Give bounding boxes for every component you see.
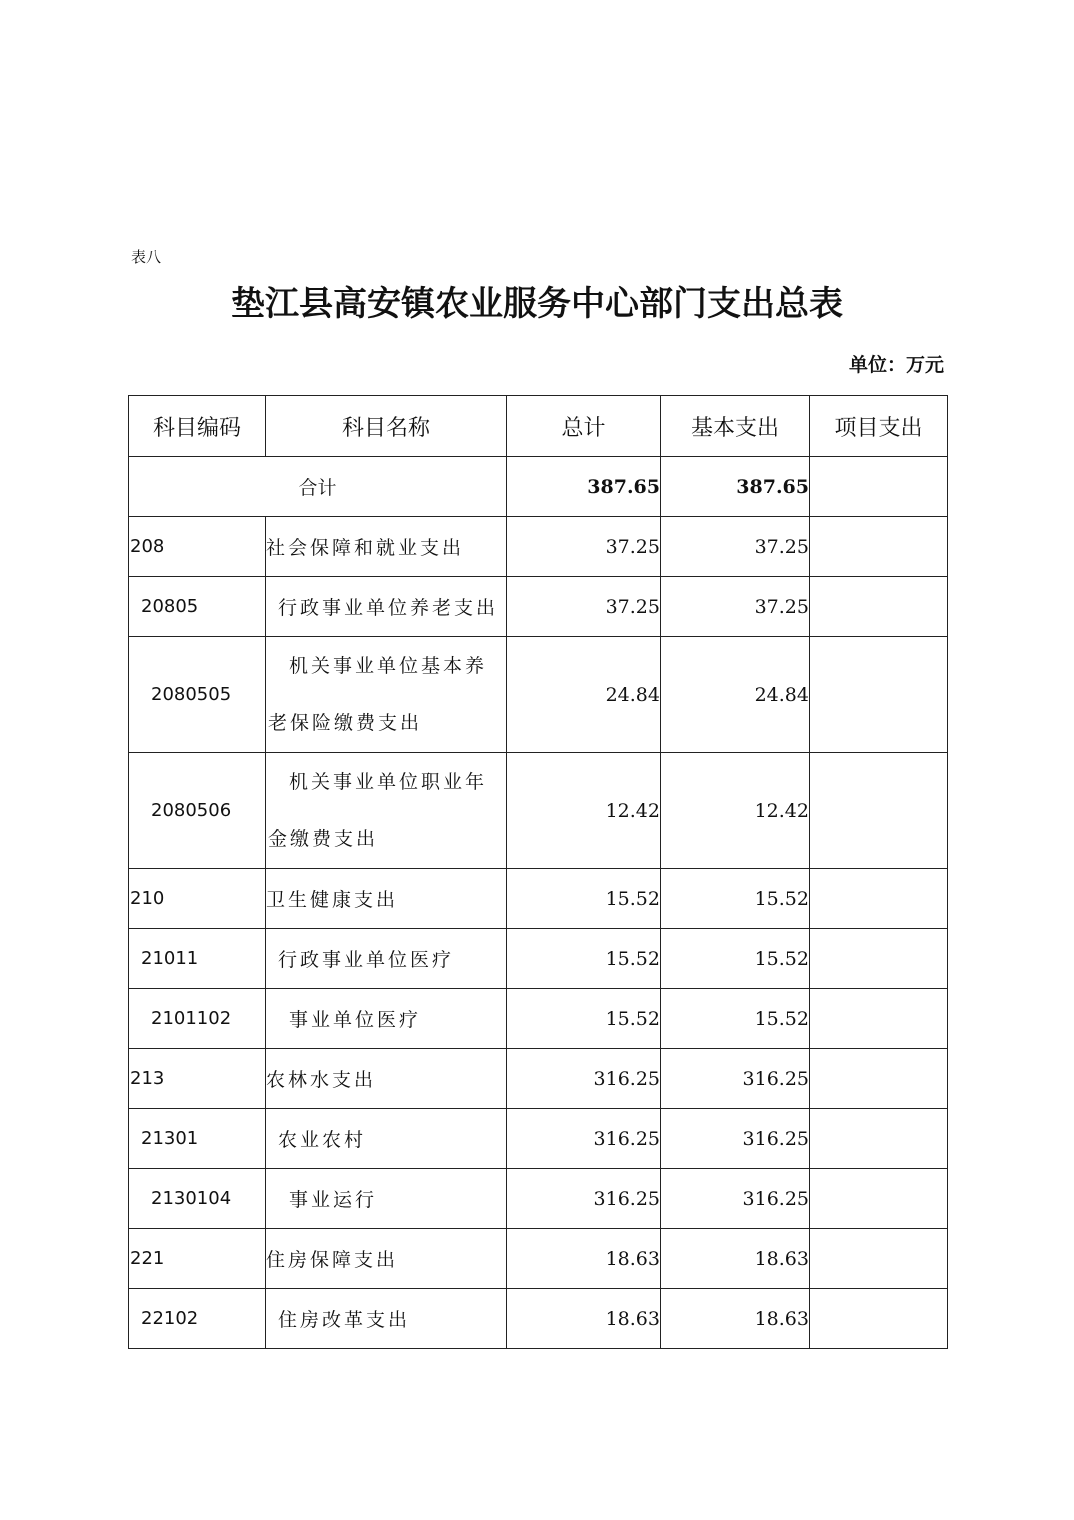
row-project (810, 1109, 948, 1169)
row-total: 37.25 (507, 577, 661, 637)
row-basic: 15.52 (661, 869, 810, 929)
row-basic: 316.25 (661, 1049, 810, 1109)
total-project-amount (810, 457, 948, 517)
row-total: 15.52 (507, 989, 661, 1049)
subject-code: 20805 (129, 577, 266, 637)
row-total: 15.52 (507, 929, 661, 989)
table-row (129, 1049, 948, 1109)
subject-code: 21011 (129, 929, 266, 989)
row-project (810, 577, 948, 637)
subject-name: 行政事业单位医疗 (266, 929, 507, 989)
subject-code: 21301 (129, 1109, 266, 1169)
row-total: 316.25 (507, 1169, 661, 1229)
subject-code: 221 (129, 1229, 266, 1289)
subject-name: 机关事业单位职业年金缴费支出 (266, 753, 507, 869)
subject-name: 农林水支出 (266, 1049, 507, 1109)
subject-name: 行政事业单位养老支出 (266, 577, 507, 637)
row-project (810, 1229, 948, 1289)
subject-name: 事业运行 (266, 1169, 507, 1229)
subject-code: 213 (129, 1049, 266, 1109)
document-title: 垫江县高安镇农业服务中心部门支出总表 (231, 284, 843, 324)
header-total: 总计 (507, 396, 661, 457)
subject-name: 卫生健康支出 (266, 869, 507, 929)
row-basic: 24.84 (661, 637, 810, 753)
row-project (810, 1289, 948, 1349)
total-amount: 387.65 (507, 457, 661, 517)
subject-code: 2080506 (129, 753, 266, 869)
total-label: 合计 (129, 457, 507, 517)
row-project (810, 869, 948, 929)
subject-name: 住房保障支出 (266, 1229, 507, 1289)
expenditure-table (128, 395, 948, 1349)
table-number-label: 表八 (131, 248, 162, 266)
header-project-expenditure: 项目支出 (810, 396, 948, 457)
subject-code: 22102 (129, 1289, 266, 1349)
row-basic: 37.25 (661, 577, 810, 637)
table-row (129, 577, 948, 637)
row-basic: 316.25 (661, 1109, 810, 1169)
subject-name: 农业农村 (266, 1109, 507, 1169)
table-row (129, 1289, 948, 1349)
row-basic: 15.52 (661, 929, 810, 989)
header-subject-code: 科目编码 (129, 396, 266, 457)
subject-name: 住房改革支出 (266, 1289, 507, 1349)
subject-name: 机关事业单位基本养老保险缴费支出 (266, 637, 507, 753)
row-project (810, 929, 948, 989)
row-project (810, 989, 948, 1049)
row-total: 18.63 (507, 1289, 661, 1349)
row-project (810, 1049, 948, 1109)
row-total: 18.63 (507, 1229, 661, 1289)
row-project (810, 637, 948, 753)
row-total: 316.25 (507, 1109, 661, 1169)
subject-name: 事业单位医疗 (266, 989, 507, 1049)
row-basic: 15.52 (661, 989, 810, 1049)
row-basic: 18.63 (661, 1229, 810, 1289)
unit-label: 单位：万元 (848, 354, 944, 376)
header-basic-expenditure: 基本支出 (661, 396, 810, 457)
row-project (810, 1169, 948, 1229)
total-row (129, 457, 948, 517)
table-header-row (129, 396, 948, 457)
subject-code: 210 (129, 869, 266, 929)
subject-code: 2101102 (129, 989, 266, 1049)
subject-name: 社会保障和就业支出 (266, 517, 507, 577)
table-row (129, 989, 948, 1049)
subject-code: 2080505 (129, 637, 266, 753)
row-total: 24.84 (507, 637, 661, 753)
row-project (810, 517, 948, 577)
subject-code: 208 (129, 517, 266, 577)
table-row (129, 869, 948, 929)
row-total: 37.25 (507, 517, 661, 577)
table-row (129, 517, 948, 577)
header-subject-name: 科目名称 (266, 396, 507, 457)
table-row (129, 929, 948, 989)
subject-code: 2130104 (129, 1169, 266, 1229)
row-basic: 18.63 (661, 1289, 810, 1349)
table-row (129, 637, 948, 753)
row-total: 12.42 (507, 753, 661, 869)
row-total: 316.25 (507, 1049, 661, 1109)
table-row (129, 753, 948, 869)
row-basic: 37.25 (661, 517, 810, 577)
total-basic-amount: 387.65 (661, 457, 810, 517)
row-project (810, 753, 948, 869)
table-row (129, 1109, 948, 1169)
row-total: 15.52 (507, 869, 661, 929)
row-basic: 316.25 (661, 1169, 810, 1229)
table-row (129, 1169, 948, 1229)
table-row (129, 1229, 948, 1289)
row-basic: 12.42 (661, 753, 810, 869)
